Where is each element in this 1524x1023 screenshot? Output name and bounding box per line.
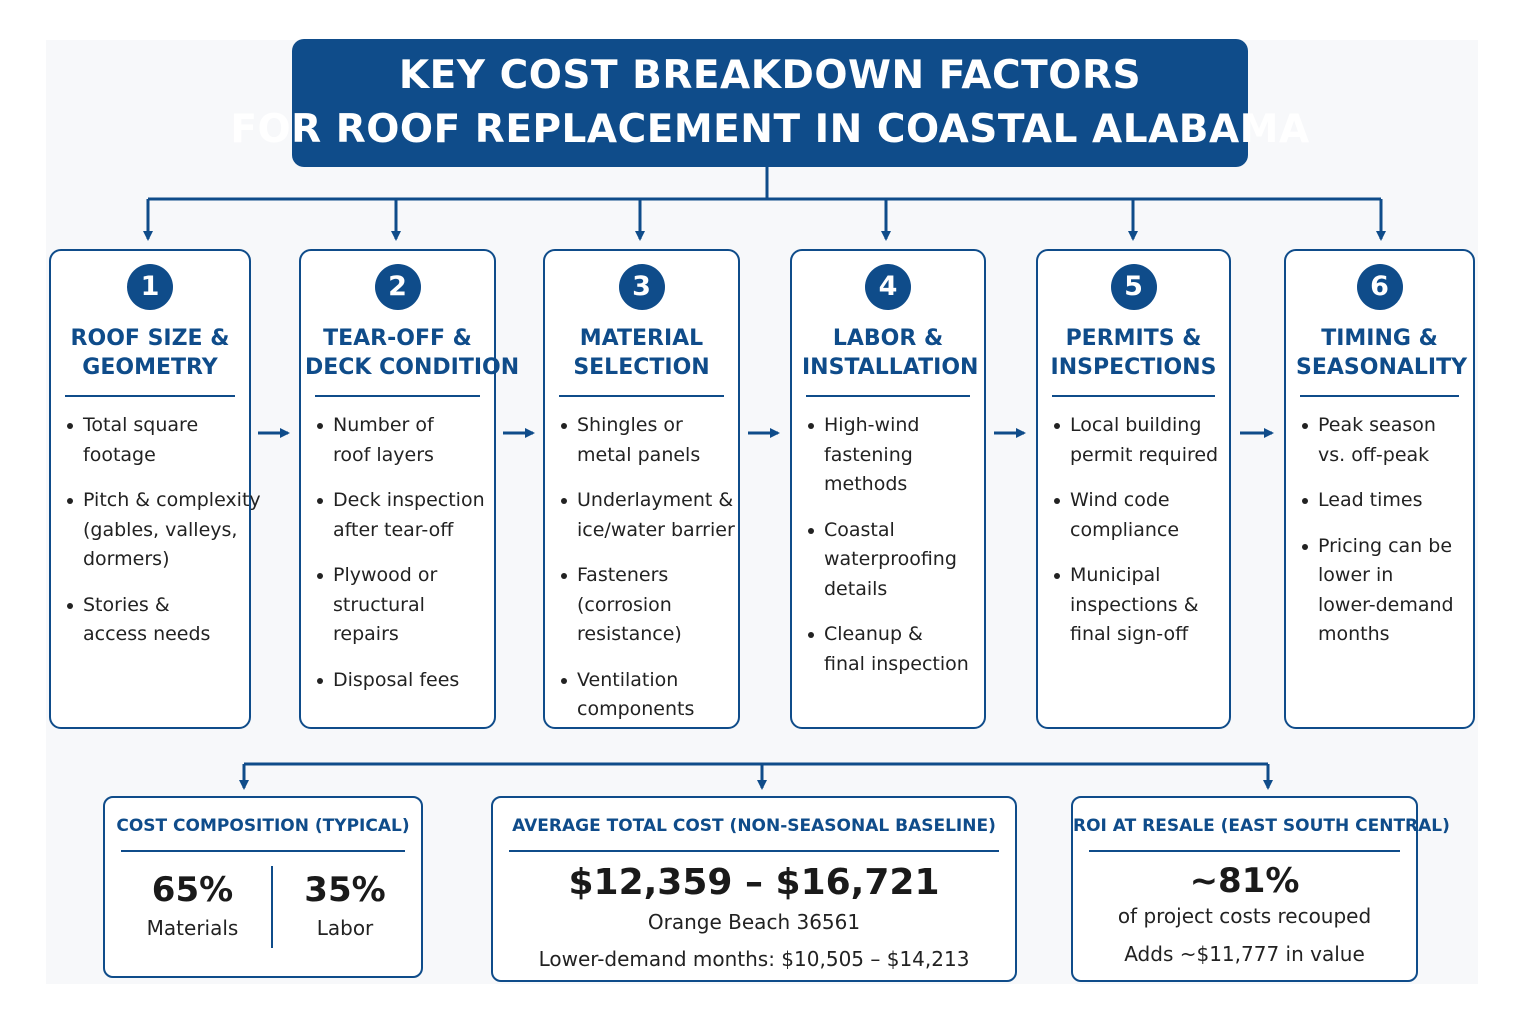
bullet-list (806, 411, 980, 695)
list-item: Fasteners (corrosion resistance) (559, 561, 734, 650)
labor-label: Labor (316, 916, 374, 940)
list-item: Deck inspection after tear-off (315, 486, 490, 545)
number-badge: 5 (1111, 264, 1157, 310)
list-item: Coastal waterproofing details (806, 516, 980, 605)
list-item: Plywood or structural repairs (315, 561, 490, 650)
divider (121, 850, 405, 852)
factor-card-5 (1036, 249, 1231, 729)
list-item: Total square footage (65, 411, 245, 470)
average-cost-heading: AVERAGE TOTAL COST (NON-SEASONAL BASELINE) (512, 816, 996, 836)
list-item: Number of roof layers (315, 411, 490, 470)
factor-title: ROOF SIZE & GEOMETRY (70, 326, 230, 380)
list-item: Disposal fees (315, 666, 490, 696)
list-item: Cleanup & final inspection (806, 620, 980, 679)
list-item: Local building permit required (1052, 411, 1225, 470)
factor-card-2 (299, 249, 520, 729)
title-banner (230, 39, 1310, 167)
list-item: Shingles or metal panels (559, 411, 734, 470)
factor-card-6 (1284, 249, 1475, 729)
list-item: Ventilation components (559, 666, 734, 725)
cost-composition-heading: COST COMPOSITION (TYPICAL) (116, 816, 410, 836)
list-item: High-wind fastening methods (806, 411, 980, 500)
factor-title: TEAR-OFF & DECK CONDITION (305, 326, 520, 380)
roi-card (1071, 796, 1450, 982)
divider (315, 395, 480, 397)
roi-heading: ROI AT RESALE (EAST SOUTH CENTRAL) (1073, 816, 1450, 836)
bullet-list (1300, 411, 1469, 666)
number-badge: 6 (1357, 264, 1403, 310)
divider (806, 395, 970, 397)
cost-range: $12,359 – $16,721 (568, 862, 940, 903)
number-badge: 1 (127, 264, 173, 310)
divider (509, 850, 999, 852)
factor-title: TIMING & SEASONALITY (1296, 326, 1468, 380)
materials-percent: 65% (151, 870, 234, 910)
divider (1052, 395, 1215, 397)
factor-title: MATERIAL SELECTION (573, 326, 710, 380)
location-label: Orange Beach 36561 (647, 910, 861, 934)
list-item: Peak season vs. off-peak (1300, 411, 1469, 470)
number-badge: 4 (865, 264, 911, 310)
bullet-list (559, 411, 734, 741)
bullet-list (315, 411, 490, 711)
list-item: Pitch & complexity (gables, valleys, dormers) (65, 486, 245, 575)
list-item: Stories & access needs (65, 591, 245, 650)
materials-label: Materials (146, 916, 239, 940)
list-item: Pricing can be lower in lower-demand months (1300, 532, 1469, 650)
low-demand-cost: Lower-demand months: $10,505 – $14,213 (538, 947, 970, 971)
divider (1089, 850, 1400, 852)
number-badge: 3 (619, 264, 665, 310)
labor-percent: 35% (304, 870, 386, 910)
divider (65, 395, 235, 397)
bullet-list (1052, 411, 1225, 666)
divider (1300, 395, 1459, 397)
list-item: Lead times (1300, 486, 1469, 516)
bullet-list (65, 411, 261, 666)
roi-percent: ~81% (1189, 861, 1300, 901)
divider (559, 395, 724, 397)
list-item: Underlayment & ice/water barrier (559, 486, 734, 545)
cost-composition-card (103, 796, 423, 978)
list-item: Wind code compliance (1052, 486, 1225, 545)
factor-title: LABOR & INSTALLATION (802, 326, 979, 380)
factor-card-1 (49, 249, 261, 729)
roi-value-added: Adds ~$11,777 in value (1124, 942, 1365, 966)
average-cost-card (491, 796, 1017, 982)
factor-card-4 (790, 249, 986, 729)
title-line-2: FOR ROOF REPLACEMENT IN COASTAL ALABAMA (230, 107, 1310, 152)
factor-card-3 (543, 249, 740, 729)
roi-description: of project costs recouped (1117, 904, 1372, 928)
number-badge: 2 (375, 264, 421, 310)
list-item: Municipal inspections & final sign-off (1052, 561, 1225, 650)
title-line-1: KEY COST BREAKDOWN FACTORS (398, 53, 1142, 98)
factor-title: PERMITS & INSPECTIONS (1050, 326, 1217, 380)
